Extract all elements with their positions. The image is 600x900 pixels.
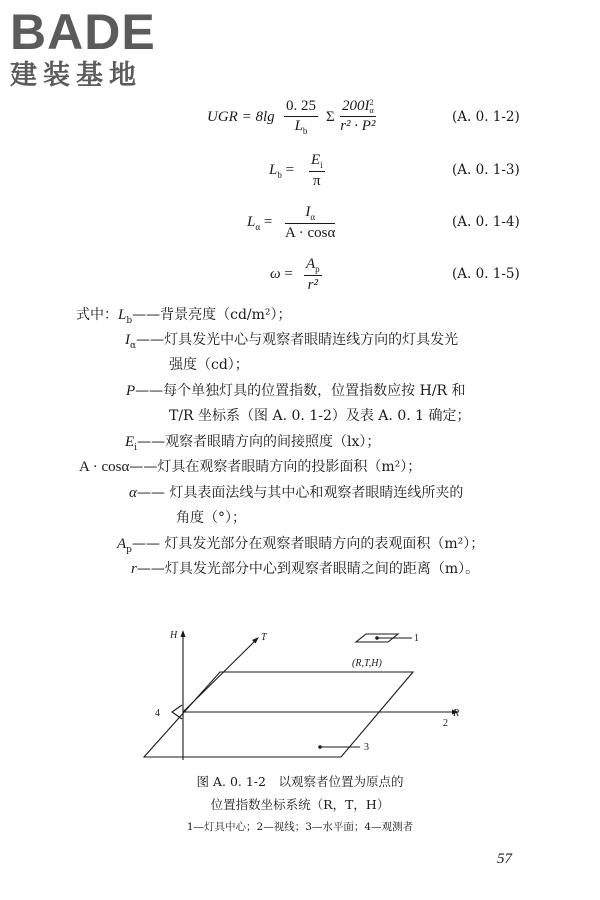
superscript: 2 (369, 97, 374, 107)
h-axis-arrow (181, 630, 186, 637)
definition-p (126, 381, 466, 401)
equation-lb (0, 152, 600, 192)
equation-label: (A. 0. 1-5) (452, 266, 520, 282)
symbol: A (117, 536, 127, 552)
definition-text: 灯具表面法线与其中心和观察者眼睛连线所夹的 (164, 485, 464, 501)
dash: —— (136, 561, 165, 577)
definitions-intro: 式中： (76, 307, 118, 323)
definition-ia (125, 330, 458, 356)
dash: —— (136, 332, 165, 348)
fraction (284, 98, 318, 136)
equals: = (281, 162, 295, 178)
equation-label: (A. 0. 1-2) (452, 109, 520, 125)
symbol: A · cosα (79, 459, 130, 475)
marker-1: 1 (414, 633, 419, 644)
luminaire-center-dot (375, 636, 379, 640)
fraction (304, 256, 322, 294)
subscript: α (130, 340, 137, 351)
figure-legend: 1—灯具中心；2—视线；3—水平面；4—观测者 (186, 821, 414, 833)
equation-lhs (270, 266, 293, 283)
symbol: ω (270, 266, 281, 282)
definition-ap (117, 534, 484, 560)
subscript: α (369, 105, 374, 115)
dash: —— (129, 459, 158, 475)
marker-2: 2 (443, 718, 448, 729)
figure-caption-line2: 位置指数坐标系统（R，T，H） (210, 797, 390, 812)
equation-lhs (247, 214, 272, 232)
marker-4: 4 (155, 708, 160, 719)
point-label: (R,T,H) (352, 658, 382, 669)
subscript: b (302, 126, 308, 136)
fraction-denominator: A · cosα (285, 225, 336, 241)
definition-text: 观察者眼睛方向的间接照度（lx）； (165, 434, 381, 450)
definition-continuation: T/R 坐标系（图 A. 0. 1-2）及表 A. 0. 1 确定； (169, 408, 471, 424)
definition-text: 背景亮度（cd/m²）； (160, 307, 292, 323)
subscript: b (277, 170, 282, 180)
fraction-numerator: 0. 25 (284, 98, 318, 117)
fraction (285, 204, 335, 242)
equation-lhs: UGR = 8lg (207, 109, 275, 125)
equation-lhs (269, 162, 294, 180)
equation-ugr (0, 98, 600, 138)
subscript: α (310, 212, 316, 222)
subscript: b (126, 315, 133, 326)
subscript: α (255, 222, 261, 232)
symbol: E (125, 434, 135, 450)
equation-label: (A. 0. 1-3) (452, 162, 520, 178)
definition-acos (79, 457, 421, 477)
definition-text: 灯具在观察者眼睛方向的投影面积（m²）； (157, 459, 422, 475)
dash: —— (131, 536, 160, 552)
symbol: I (125, 332, 130, 348)
dash: —— (136, 485, 165, 501)
fraction-numerator: A (306, 256, 316, 272)
logo-sub-text: 建装基地 (10, 60, 142, 91)
fraction (309, 152, 325, 190)
subscript: p (126, 544, 132, 555)
symbol: P (126, 383, 136, 399)
axis-label-t: T (261, 632, 267, 643)
definition-lb (76, 305, 292, 331)
definition-text: 灯具发光部分在观察者眼睛方向的表观面积（m²）； (159, 536, 485, 552)
definition-alpha (129, 483, 463, 503)
subscript: i (320, 160, 323, 170)
symbol: α (129, 485, 137, 501)
equals: = (260, 214, 273, 230)
dash: —— (135, 383, 164, 399)
fraction-numerator: 200I (342, 98, 370, 114)
page-number: 57 (497, 851, 512, 867)
equation-omega (0, 256, 600, 296)
coordinate-diagram (120, 620, 480, 770)
plane-point-dot (318, 745, 322, 749)
definition-continuation: 强度（cd）； (169, 357, 249, 373)
subscript: p (315, 264, 320, 274)
definition-r (131, 559, 479, 579)
logo (10, 6, 156, 92)
dash: —— (132, 307, 161, 323)
fraction-denominator: π (313, 173, 321, 189)
logo-main-text: BADE (10, 4, 156, 60)
symbol: L (247, 214, 256, 230)
axis-label-r: R (453, 708, 460, 719)
definition-continuation: 角度（°）； (176, 510, 246, 526)
axis-label-h: H (170, 630, 178, 641)
figure-caption-line1: 图 A. 0. 1-2 以观察者位置为原点的 (196, 774, 404, 789)
marker-3: 3 (364, 742, 369, 753)
fraction-denominator: L (294, 118, 303, 134)
symbol: L (269, 162, 278, 178)
dash: —— (137, 434, 166, 450)
symbol: L (118, 307, 127, 323)
fraction (340, 98, 376, 135)
equals: = (280, 266, 293, 282)
fraction-numerator: E (311, 152, 321, 168)
subscript: i (134, 442, 138, 453)
horizontal-plane (144, 672, 413, 757)
symbol: r (131, 561, 137, 577)
definition-ei (125, 432, 380, 458)
fraction-numerator: I (305, 204, 311, 220)
fraction-denominator: r² · P² (340, 118, 376, 134)
equation-la (0, 204, 600, 244)
sum-symbol: Σ (326, 109, 335, 125)
definition-text: 每个单独灯具的位置指数，位置指数应按 H/R 和 (163, 383, 466, 399)
definition-text: 灯具发光中心与观察者眼睛连线方向的灯具发光 (164, 332, 459, 348)
equation-label: (A. 0. 1-4) (452, 214, 520, 230)
fraction-denominator: r² (307, 277, 318, 293)
definition-text: 灯具发光部分中心到观察者眼睛之间的距离（m）。 (164, 561, 480, 577)
